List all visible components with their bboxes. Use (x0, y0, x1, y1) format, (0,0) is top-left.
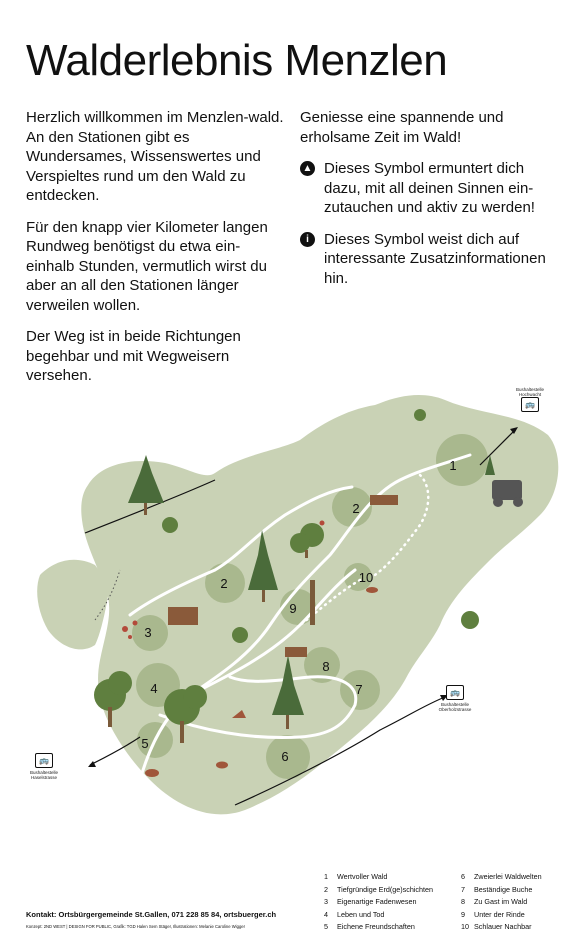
bus-icon: 🚌 (35, 753, 53, 768)
intro-paragraph: Für den knapp vier Kilometer langen Rundweg benötigst du etwa ein-einhalb Stunden, vermutlich wirst du aber an all den Stationen länger verweilen wollen. (26, 218, 268, 314)
station-number: 5 (141, 736, 149, 751)
bus-label: Bushaltestelle Hochwacht (515, 387, 545, 397)
legend-item: 6 Zweierlei Waldwelten (461, 872, 542, 881)
forest-map-illustration (0, 385, 588, 840)
legend-item: 1 Wertvoller Wald (324, 872, 388, 881)
station-number: 3 (144, 625, 152, 640)
station-number: 8 (322, 659, 330, 674)
legend-item: 5 Eichene Freundschaften (324, 922, 415, 932)
station-number: 7 (355, 682, 363, 697)
intro-paragraph: Der Weg ist in beide Richtungen begehbar und mit Wegweisern versehen. (26, 328, 241, 384)
symbol-text: Dieses Symbol ermuntert dich dazu, mit all deinen Sinnen ein-zutauchen und aktiv zu werden! (324, 160, 535, 216)
intro-left-column (26, 108, 288, 398)
forest-area-west (37, 560, 110, 650)
contact-line: Kontakt: Ortsbürgergemeinde St.Gallen, 071 228 85 84, ortsbuerger.ch (26, 910, 277, 919)
legend-item: 3 Eigenartige Fadenwesen (324, 897, 417, 907)
legend-item: 9 Unter der Rinde (461, 909, 525, 919)
station-number: 10 (358, 570, 374, 585)
station-number: 1 (449, 458, 457, 473)
info-icon: i (300, 232, 315, 247)
bus-stop-haselstrasse (19, 753, 69, 780)
station-number: 2 (352, 501, 360, 516)
legend-item: 8 Zu Gast im Wald (461, 897, 528, 907)
intro-paragraph: Herzlich willkommen im Menzlen-wald. An den Stationen gibt es Wundersames, Wissenswertes und Verspieltes rund um den Wald zu entdecken. (26, 109, 284, 204)
page-title: Walderlebnis Menzlen (26, 36, 448, 85)
symbol-explanation-tree (300, 159, 562, 218)
legend-item: 10 Schlauer Nachbar (461, 922, 532, 932)
station-number: 6 (281, 749, 289, 764)
station-number: 2 (220, 576, 228, 591)
legend-column (461, 871, 588, 934)
legend-item: 2 Tiefgründige Erd(ge)schichten (324, 884, 434, 894)
legend-item: 7 Beständige Buche (461, 884, 533, 894)
bus-icon: 🚌 (446, 685, 464, 700)
bus-stop-oberholzstrasse (430, 685, 480, 712)
bus-label: Bushaltestelle Haselstrasse (29, 770, 59, 780)
symbol-explanation-info (300, 230, 562, 289)
symbol-text: Dieses Symbol weist dich auf interessante Zusatzinformationen hin. (324, 230, 546, 287)
legend-column (324, 871, 454, 934)
bus-icon: 🚌 (521, 397, 539, 412)
tree-icon: ▲ (300, 161, 315, 176)
intro-greeting: Geniesse eine spannende und erholsame Zeit im Wald! (300, 109, 504, 146)
legend-item: 4 Leben und Tod (324, 909, 385, 919)
intro-right-column (300, 108, 562, 300)
forest-map (0, 385, 588, 840)
bus-stop-hochwacht (505, 387, 555, 414)
station-number: 9 (289, 601, 297, 616)
station-number: 4 (150, 681, 158, 696)
credits-line: Konzept: 2ND WEST | DESIGN FOR PUBLIC, Grafik: TGD Halen Sem Stäger, Illustrationen: Melanie Caroline Wigger (26, 924, 245, 929)
bus-label: Bushaltestelle Oberholzstrasse (438, 702, 472, 712)
